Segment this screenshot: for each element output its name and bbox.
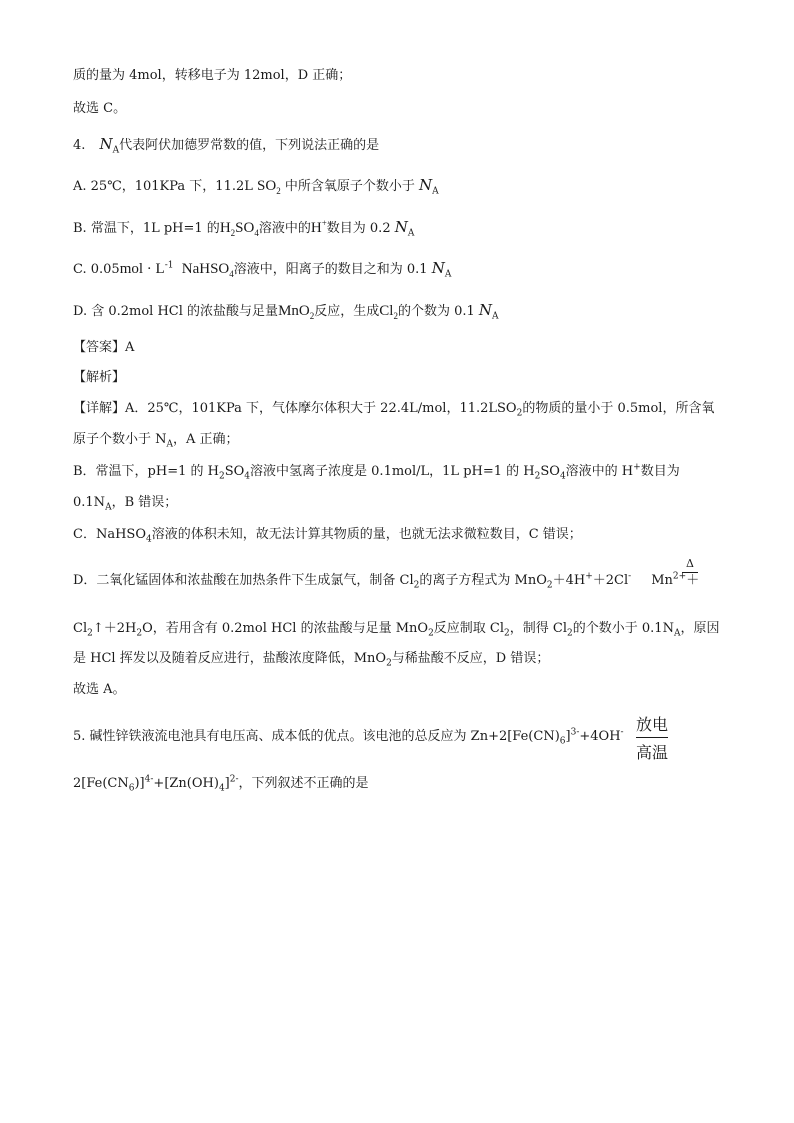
na-symbol: N	[418, 176, 433, 194]
unit-text: mol · L	[119, 261, 165, 277]
detail-text: O，若用含有 0.2mol HCl 的浓盐酸与足量 MnO	[142, 621, 429, 636]
detail-d-line3: 是 HCl 挥发以及随着反应进行，盐酸浓度降低，MnO$_2$与稀盐酸不反应，D 错误；	[73, 651, 550, 669]
q4-option-d	[73, 302, 499, 320]
q4-na-sub: A	[112, 145, 120, 156]
mno2-formula: MnO$_2$	[278, 303, 315, 321]
charge-label: 高温	[636, 743, 669, 762]
cl2-formula: $Cl_2$	[379, 303, 398, 321]
unit-sup: -1	[164, 260, 174, 271]
detail-text: SO	[540, 464, 560, 479]
detail-text: 0.1N	[73, 495, 106, 510]
reaction-condition	[636, 712, 668, 763]
option-a-text2: 中所含氧原子个数小于	[280, 179, 419, 194]
analysis-tag: 【解析】	[73, 370, 126, 385]
q5-text: ]	[224, 776, 230, 791]
detail-text: 的个数小于 0.1N	[572, 621, 674, 636]
na-symbol: N	[394, 218, 408, 236]
na-sub: A	[407, 228, 415, 239]
detail-text: 的离子方程式为 MnO	[419, 573, 547, 588]
q4-option-b	[73, 219, 414, 237]
detail-text: D．二氧化锰固体和浓盐酸在加热条件下生成氯气，制备 Cl	[73, 573, 414, 588]
reaction-bar	[636, 737, 668, 738]
q4-conclusion: 故选 A。	[73, 682, 126, 697]
detail-a-line2: 原子个数小于 $N_A$，A 正确；	[73, 432, 239, 450]
detail-a-line1: 【详解】A．25℃，101KPa 下，气体摩尔体积大于 22.4L/mol，$11.2LSO_2$的物质的量小于 0.5mol，所含氧	[73, 401, 715, 419]
detail-text: B．常温下，pH=1 的 H	[73, 464, 219, 479]
q5-text: )]	[134, 776, 145, 791]
detail-text: ↑＋2H	[92, 621, 137, 636]
na-sub: A	[492, 311, 499, 322]
option-d-text: D. 含 0.2mol HCl 的浓盐酸与足量	[73, 304, 279, 319]
detail-text: 数目为	[640, 464, 680, 479]
q3-conclusion: 故选 C。	[73, 101, 127, 116]
option-a-text: A. 25℃，101KPa 下，11.2L	[73, 179, 258, 194]
detail-text: ＋	[686, 573, 700, 588]
option-d-text3: 的个数为 0.1	[397, 304, 479, 319]
detail-text: 是 HCl 挥发以及随着反应进行，盐酸浓度降低，MnO	[73, 651, 387, 666]
detail-text: SO	[224, 464, 245, 479]
option-b-text2: 溶液中的	[258, 221, 311, 236]
detail-text: ，B 错误；	[111, 495, 178, 510]
option-b-text3: 数目为 0.2	[326, 221, 395, 236]
detail-b-line2: $0.1N_A$，B 错误；	[73, 495, 178, 513]
detail-text: ＋2Cl	[592, 573, 629, 588]
q4-stem	[73, 136, 379, 154]
q4-number: 4.	[73, 138, 86, 153]
so2-formula: $SO_2$	[257, 178, 281, 196]
q5-line2: $2[Fe(CN_6)]^{4-}+[Zn(OH)_4]^{2-}$，下列叙述不正确的是	[73, 774, 369, 794]
q4-stem-text: 代表阿伏加德罗常数的值，下列说法正确的是	[119, 138, 380, 153]
q5-text: 2[Fe(CN	[73, 776, 129, 791]
na-sub: A	[444, 269, 452, 280]
detail-text: 原子个数小于 N	[73, 432, 167, 447]
detail-text: ＋4H	[552, 573, 586, 588]
h2so4-formula: $H_2SO_4$	[219, 220, 259, 238]
nahso4-formula: NaHSO$_4$	[181, 261, 234, 279]
discharge-label: 放电	[636, 715, 669, 734]
answer-tag: 【答案】	[73, 340, 126, 355]
na-sub: A	[432, 186, 439, 197]
detail-text: 【详解】A．25℃，101KPa 下，气体摩尔体积大于 22.4L/mol，11.2LSO	[73, 401, 517, 416]
detail-d-line2: $Cl_2↑+2H_2O$，若用含有 0.2mol HCl 的浓盐酸与足量 MnO$_2$反应制取 $Cl_2$，制得 $Cl_2$的个数小于 $0.1N_A$，原因	[73, 621, 720, 639]
na-symbol: N	[431, 259, 445, 277]
q5-text: ]	[565, 729, 571, 744]
q5-text: +4OH	[579, 729, 621, 744]
option-c-text: C. 0.05	[73, 262, 120, 277]
detail-text: 溶液中氢离子浓度是 0.1mol/L，1L pH=1 的 H	[250, 464, 535, 479]
option-b-text: B. 常温下，1L pH=1 的	[73, 221, 220, 236]
detail-text: Mn	[651, 573, 673, 588]
q5-text: +[Zn(OH)	[153, 776, 219, 791]
detail-text: ，A 正确；	[173, 432, 239, 447]
answer-value: A	[125, 340, 135, 355]
q4-option-c	[73, 260, 451, 278]
q4-option-a	[73, 177, 439, 195]
h-ion: H+	[310, 218, 327, 236]
detail-text: 溶液的体积未知，故无法计算其物质的量，也就无法求微粒数目，C 错误；	[151, 527, 582, 542]
answer-line	[73, 340, 134, 356]
detail-text: Cl	[73, 621, 88, 636]
detail-d-line1: D．二氧化锰固体和浓盐酸在加热条件下生成氯气，制备 $Cl_2$的离子方程式为 MnO$_2$＋4H+＋2Cl- $Mn^{2+}+$	[73, 571, 700, 591]
detail-text: 溶液中的 H	[565, 464, 634, 479]
q4-na-symbol: N	[99, 135, 113, 153]
q5-line1: 5. 碱性锌铁液流电池具有电压高、成本低的优点。该电池的总反应为 $Zn+2[Fe(CN)_6]^{3-}+4OH^-$	[73, 727, 624, 747]
detail-b-line1: B．常温下，pH=1 的 $H_2SO_4$溶液中氢离子浓度是 0.1mol/L，1L pH=1 的 $H_2SO_4$溶液中的 H+数目为	[73, 462, 680, 482]
detail-c-line: C．NaHSO$_4$溶液的体积未知，故无法计算其物质的量，也就无法求微粒数目，C 错误；	[73, 527, 582, 545]
heat-delta-symbol: Δ	[686, 557, 694, 570]
detail-text: ，原因	[680, 621, 720, 636]
detail-text: 反应制取 Cl	[433, 621, 505, 636]
na-symbol: N	[478, 301, 493, 319]
option-c-text2: 溶液中，阳离子的数目之和为 0.1	[233, 262, 432, 277]
q5-text: ，下列叙述不正确的是	[238, 776, 369, 791]
q3-tail-line: 质的量为 4mol，转移电子为 12mol，D 正确；	[73, 68, 352, 83]
detail-text: C．NaHSO	[73, 527, 146, 542]
q5-text: 5. 碱性锌铁液流电池具有电压高、成本低的优点。该电池的总反应为 Zn+2[Fe(CN)	[73, 729, 560, 744]
option-d-text2: 反应，生成	[314, 304, 380, 319]
detail-text: 与稀盐酸不反应，D 错误；	[391, 651, 550, 666]
detail-text: ，制得 Cl	[509, 621, 568, 636]
detail-text: 的物质的量小于 0.5mol，所含氧	[522, 401, 715, 416]
